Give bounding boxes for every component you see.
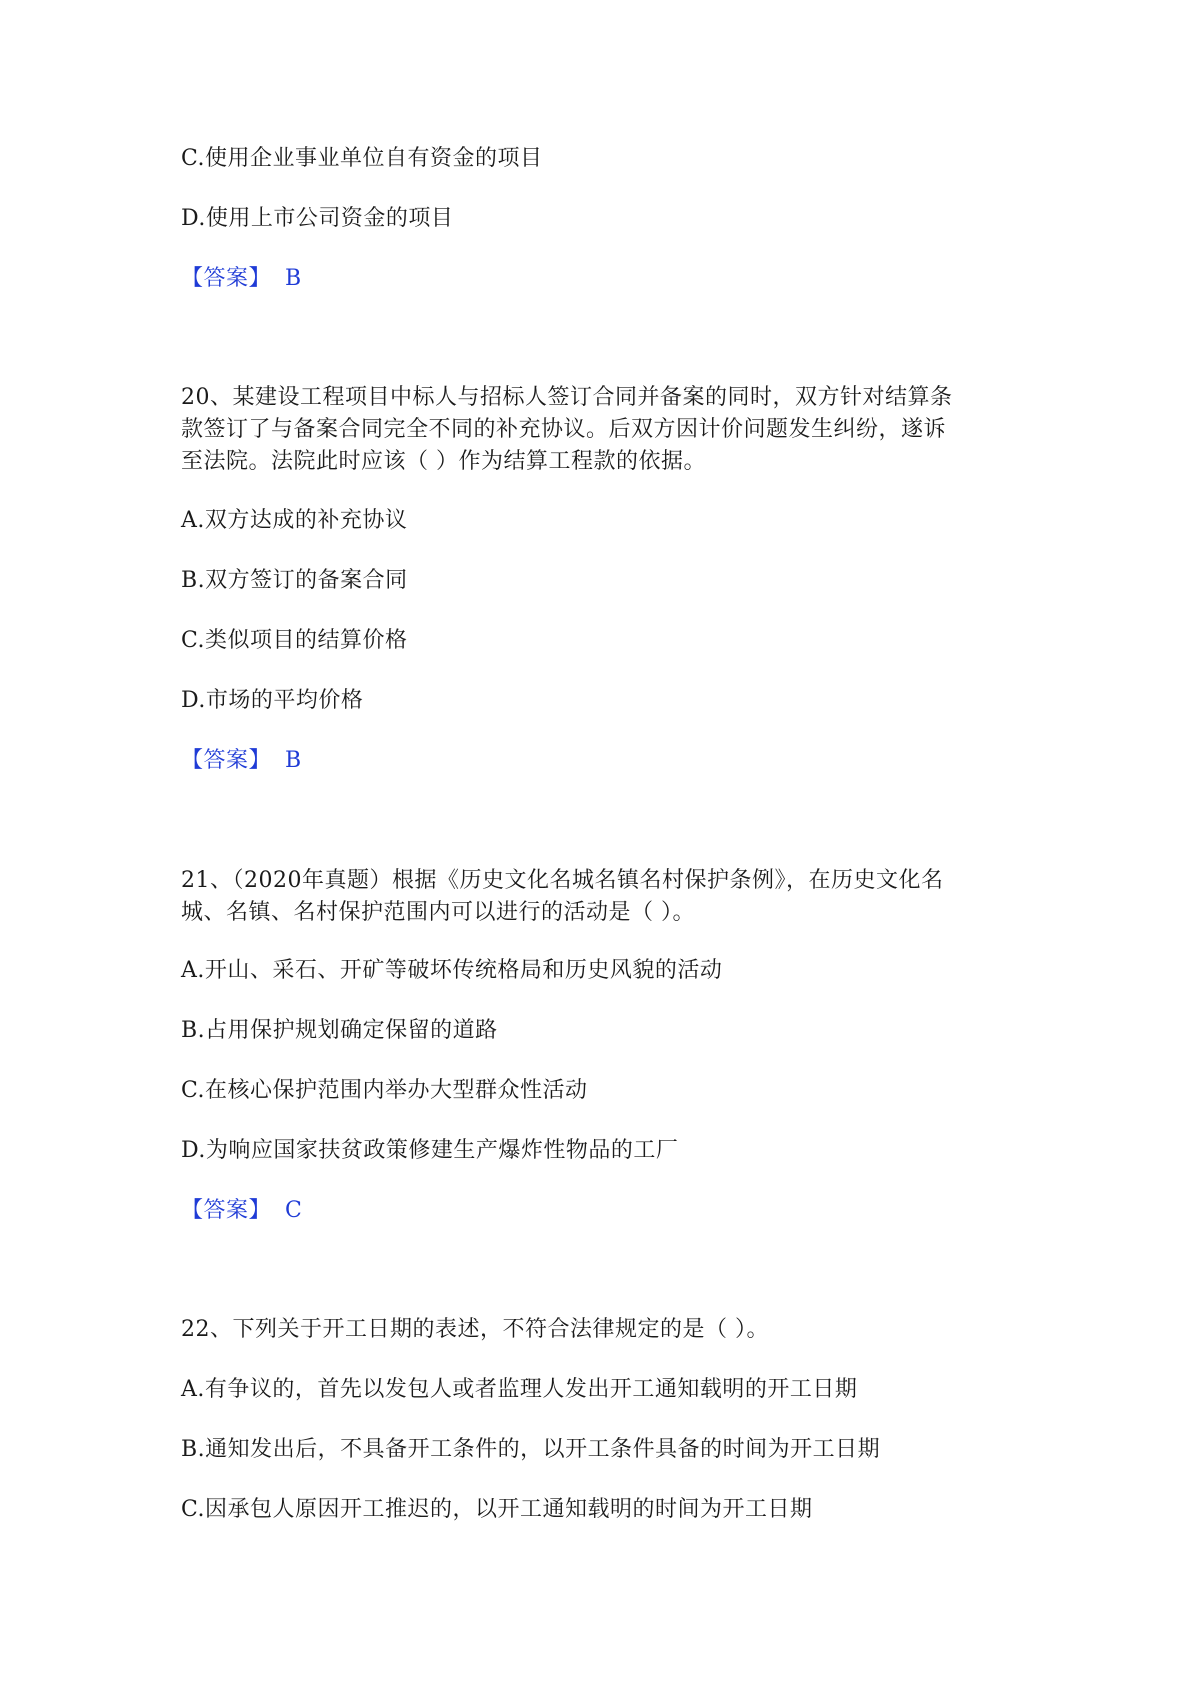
answer-label: 【答案】 xyxy=(181,748,272,773)
option-a: A.开山、采石、开矿等破坏传统格局和历史风貌的活动 xyxy=(181,958,723,983)
option-b: B.通知发出后，不具备开工条件的，以开工条件具备的时间为开工日期 xyxy=(181,1437,881,1462)
answer-line xyxy=(181,745,302,777)
option-c: C.使用企业事业单位自有资金的项目 xyxy=(181,146,543,171)
question-text: 至法院。法院此时应该（ ）作为结算工程款的依据。 xyxy=(181,449,706,474)
answer-line xyxy=(181,263,302,295)
option-a: A.双方达成的补充协议 xyxy=(181,508,408,533)
option-c: C.因承包人原因开工推迟的，以开工通知载明的时间为开工日期 xyxy=(181,1497,813,1522)
answer-line xyxy=(181,1195,302,1227)
answer-label: 【答案】 xyxy=(181,266,272,291)
option-d: D.为响应国家扶贫政策修建生产爆炸性物品的工厂 xyxy=(181,1138,679,1163)
option-a: A.有争议的，首先以发包人或者监理人发出开工通知载明的开工日期 xyxy=(181,1377,858,1402)
question-text: 22、下列关于开工日期的表述，不符合法律规定的是（ ）。 xyxy=(181,1317,769,1342)
option-d: D.使用上市公司资金的项目 xyxy=(181,206,454,231)
option-b: B.占用保护规划确定保留的道路 xyxy=(181,1018,498,1043)
option-b: B.双方签订的备案合同 xyxy=(181,568,408,593)
answer-value: C xyxy=(285,1198,303,1223)
option-c: C.类似项目的结算价格 xyxy=(181,628,408,653)
answer-value: B xyxy=(285,748,302,773)
answer-value: B xyxy=(285,266,302,291)
option-d: D.市场的平均价格 xyxy=(181,688,364,713)
answer-label: 【答案】 xyxy=(181,1198,272,1223)
question-text: 城、名镇、名村保护范围内可以进行的活动是（ ）。 xyxy=(181,900,695,925)
option-c: C.在核心保护范围内举办大型群众性活动 xyxy=(181,1078,588,1103)
question-text: 20、某建设工程项目中标人与招标人签订合同并备案的同时，双方针对结算条 xyxy=(181,385,953,410)
question-text: 21、（2020年真题）根据《历史文化名城名镇名村保护条例》，在历史文化名 xyxy=(181,868,944,893)
question-text: 款签订了与备案合同完全不同的补充协议。后双方因计价问题发生纠纷，遂诉 xyxy=(181,417,947,442)
